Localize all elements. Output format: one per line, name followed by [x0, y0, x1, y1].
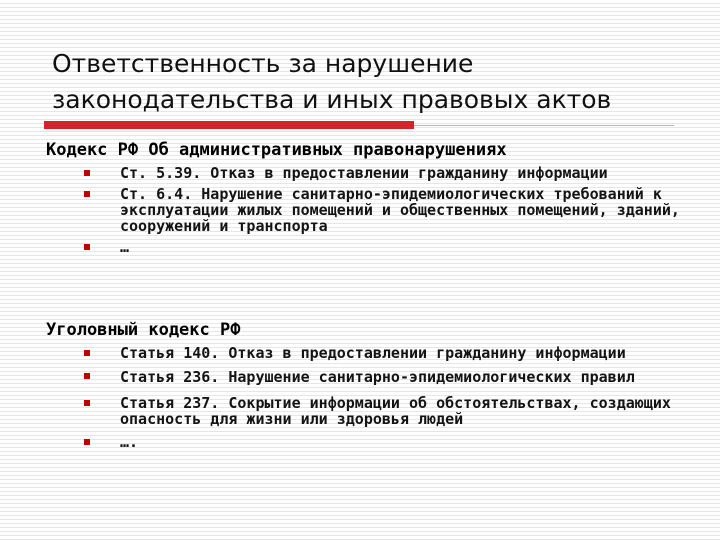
list-item-text: Ст. 5.39. Отказ в предоставлении гражданину информации: [120, 164, 608, 182]
list-item-text: ….: [120, 433, 139, 451]
list-item: [84, 345, 704, 361]
list-item-text: …: [120, 238, 130, 256]
list-item: [84, 434, 704, 450]
uk-article-list: [84, 345, 704, 455]
section-heading-koap: Кодекс РФ Об административных правонарушениях: [46, 140, 507, 160]
list-item-text: Статья 140. Отказ в предоставлении гражданину информации: [120, 344, 626, 362]
section-heading-uk: Уголовный кодекс РФ: [46, 320, 241, 340]
square-bullet-icon: [84, 191, 90, 197]
square-bullet-icon: [84, 439, 90, 445]
slide-title: [52, 46, 692, 118]
list-item-text: Статья 236. Нарушение санитарно-эпидемиологических правил: [120, 368, 635, 386]
list-item: [84, 366, 704, 388]
list-item: [84, 165, 704, 181]
square-bullet-icon: [84, 170, 90, 176]
list-item: [84, 395, 704, 427]
list-item: [84, 186, 704, 234]
slide-title-line-1: Ответственность за нарушение: [52, 49, 474, 78]
koap-article-list: [84, 165, 704, 260]
list-item-text: Ст. 6.4. Нарушение санитарно-эпидемиологических требований к эксплуатации жилых помещений и общественных помещений, зданий, сооружений и транспорта: [120, 185, 680, 235]
list-item-text: Статья 237. Сокрытие информации об обстоятельствах, создающих опасность для жизни или здоровья людей: [120, 394, 671, 428]
square-bullet-icon: [84, 400, 90, 406]
list-item: [84, 239, 704, 255]
square-bullet-icon: [84, 373, 90, 379]
title-accent-bar: [44, 121, 414, 129]
slide-title-line-2: законодательства и иных правовых актов: [52, 85, 612, 114]
square-bullet-icon: [84, 244, 90, 250]
square-bullet-icon: [84, 350, 90, 356]
